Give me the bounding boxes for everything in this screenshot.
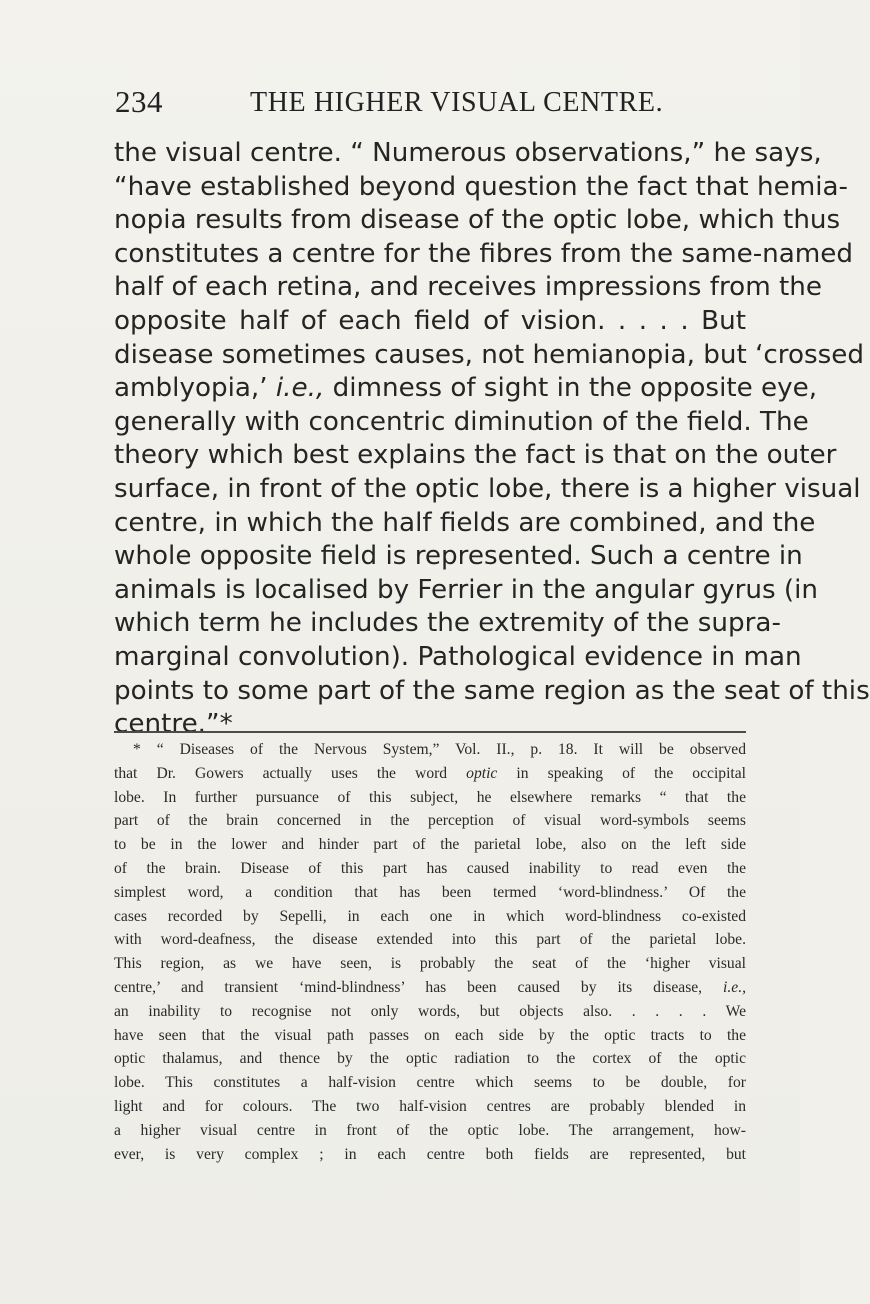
footnote-line: cases recorded by Sepelli, in each one in which word-blindness co-existed — [114, 907, 746, 925]
italic-word: optic — [466, 764, 498, 782]
footnote-line: simplest word, a condition that has been termed ‘word-blindness.’ Of the — [114, 883, 746, 901]
footnote-line: This region, as we have seen, is probably the seat of the ‘higher visual — [114, 955, 746, 973]
footnote-line: of the brain. Disease of this part has caused inability to read even the — [114, 859, 746, 877]
footnote-line-with-italic — [114, 762, 746, 786]
main-text — [114, 137, 870, 742]
page-number: 234 — [115, 84, 163, 119]
italic-abbreviation: i.e., — [275, 373, 325, 404]
footnote-line: part of the brain concerned in the perception of visual word-symbols seems — [114, 812, 746, 830]
running-head: THE HIGHER VISUAL CENTRE. — [250, 87, 664, 118]
text-line: generally with concentric diminution of the field. The — [114, 406, 809, 437]
text-line: half of each retina, and receives impressions from the — [114, 272, 823, 303]
footnote — [114, 738, 746, 1166]
footnote-line-with-italic — [114, 976, 746, 1000]
footnote-line: ever, is very complex ; in each centre both fields are represented, but — [114, 1145, 746, 1163]
text-line: disease sometimes causes, not hemianopia, but ‘crossed — [114, 339, 865, 370]
text-line: “have established beyond question the fact that hemia- — [114, 171, 849, 202]
footnote-line: * “ Diseases of the Nervous System,” Vol. II., p. 18. It will be observed — [133, 741, 746, 758]
footnote-rule — [114, 731, 746, 733]
text-line-last: centre.”* — [114, 709, 233, 740]
footnote-line: lobe. In further pursuance of this subject, he elsewhere remarks “ that the — [114, 788, 746, 806]
text-line-with-italic — [114, 372, 818, 406]
footnote-line: a higher visual centre in front of the optic lobe. The arrangement, how- — [114, 1121, 746, 1139]
text-line: surface, in front of the optic lobe, there is a higher visual — [114, 473, 861, 504]
footnote-line: an inability to recognise not only words, but objects also. . . . . We — [114, 1002, 746, 1020]
text-line: opposite half of each field of vision. . . . . But — [114, 305, 746, 336]
text-line: marginal convolution). Pathological evidence in man — [114, 641, 802, 672]
footnote-line: have seen that the visual path passes on each side by the optic tracts to the — [114, 1026, 746, 1044]
footnote-line: with word-deafness, the disease extended into this part of the parietal lobe. — [114, 931, 746, 949]
text-line: the visual centre. “ Numerous observations,” he says, — [114, 138, 822, 168]
page-header — [115, 84, 745, 120]
text-segment: in speaking of the occipital — [497, 764, 746, 782]
text-line: nopia results from disease of the optic lobe, which thus — [114, 205, 841, 236]
italic-abbreviation: i.e., — [723, 978, 746, 996]
text-line: theory which best explains the fact is that on the outer — [114, 440, 837, 471]
text-line: whole opposite field is represented. Such a centre in — [114, 541, 803, 572]
text-segment: that Dr. Gowers actually uses the word — [114, 764, 467, 782]
text-segment: amblyopia,’ — [114, 373, 276, 404]
text-segment: centre,’ and transient ‘mind-blindness’ has been caused by its disease, — [114, 978, 724, 996]
footnote-line: optic thalamus, and thence by the optic radiation to the cortex of the optic — [114, 1050, 746, 1068]
text-line: centre, in which the half fields are combined, and the — [114, 507, 816, 538]
footnote-line: lobe. This constitutes a half-vision centre which seems to be double, for — [114, 1074, 746, 1092]
footnote-line: to be in the lower and hinder part of the parietal lobe, also on the left side — [114, 836, 746, 854]
text-line: constitutes a centre for the fibres from the same-named — [114, 238, 854, 269]
text-line: points to some part of the same region as the seat of this — [114, 675, 870, 706]
text-segment: dimness of sight in the opposite eye, — [324, 373, 818, 404]
text-line: animals is localised by Ferrier in the angular gyrus (in — [114, 574, 819, 605]
footnote-line: light and for colours. The two half-vision centres are probably blended in — [114, 1097, 746, 1115]
text-line: which term he includes the extremity of the supra- — [114, 608, 781, 639]
